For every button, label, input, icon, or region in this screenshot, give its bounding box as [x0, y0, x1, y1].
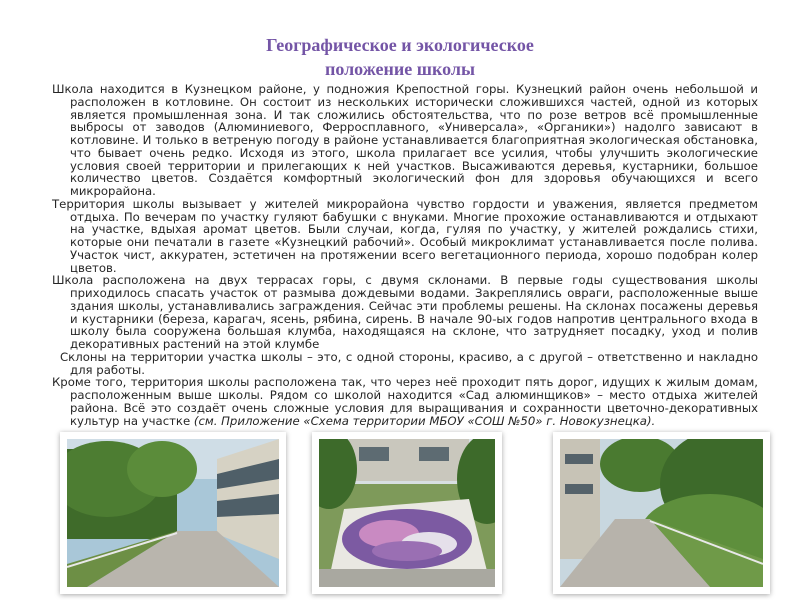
page-title	[0, 33, 800, 81]
flower-bed-photo	[312, 432, 502, 594]
school-path-photo	[60, 432, 286, 594]
paragraph-roads	[52, 376, 758, 427]
paragraph-territory: Территория школы вызывает у жителей микрорайона чувство гордости и уважения, является предметом отдыха. По вечерам по участку гуляют бабушки с внуками. Многие прохожие останавливаются и отдыхают на участке, вдыхая аромат цветов. Были случаи, когда, гуляя по участку, у жителей рождались стихи, которые они печатали в газете «Кузнецкий рабочий». Особый микроклимат устанавливается после полива. Участок чист, аккуратен, эстетичен на протяжении всего вегетационного периода, хорошо подобран колер цветов.	[52, 196, 758, 275]
paragraph-terraces: Школа расположена на двух террасах горы, с двумя склонами. В первые годы существования школы приходилось спасать участок от размыва дождевыми водами. Закреплялись овраги, расположенные выше здания школы, устанавливались заграждения. Сейчас эти проблемы решены. На склонах посажены деревья и кустарники (береза, карагач, ясень, рябина, сирень. В начале 90-ых годов напротив центрального входа в школу была сооружена большая клумба, находящаяся на склоне, что затрудняет посадку, уход и полив декоративных растений на этой клумбе	[52, 273, 758, 351]
paragraph-location: Школа находится в Кузнецком районе, у подножия Крепостной горы. Кузнецкий район очень небольшой и расположен в котловине. Он состоит из нескольких исторически сложившихся частей, одной из которых является промышленная зона. И так сложились обстоятельства, что по розе ветров всё промышленные выбросы от заводов (Алюминиевого, Ферросплавного, «Универсала», «Органики») надолго зависают в котловине. И только в ветреную погоду в районе устанавливается благоприятная экологическая обстановка, что бывает очень редко. Исходя из этого, школа прилагает все усилия, чтобы улучшить экологические условия своей территории и прилегающих к ней участков. Высаживаются деревья, кустарники, большое количество цветов. Создаётся комфортный экологический фон для здоровья обучающихся и всего микрорайона.	[52, 82, 758, 198]
appendix-reference: (см. Приложение «Схема территории МБОУ «СОШ №50» г. Новокузнецка).	[193, 413, 656, 428]
title-line-2: положение школы	[324, 59, 476, 79]
paragraph-slopes: Склоны на территории участка школы – это, с одной стороны, красиво, а с другой – ответственно и накладно для работы.	[60, 349, 758, 377]
hillside-path-photo	[553, 432, 770, 594]
body-text	[52, 83, 758, 427]
paragraph-roads-text: Кроме того, территория школы расположена так, что через неё проходит пять дорог, идущих к жилым домам, расположенным выше школы. Рядом со школой находится «Сад алюминщиков» – место отдыха жителей района. Всё это создаёт очень сложные условия для выращивания и сохранности цветочно-декоративных культур на участке	[52, 375, 758, 428]
title-line-1: Географическое и экологическое	[266, 35, 534, 55]
